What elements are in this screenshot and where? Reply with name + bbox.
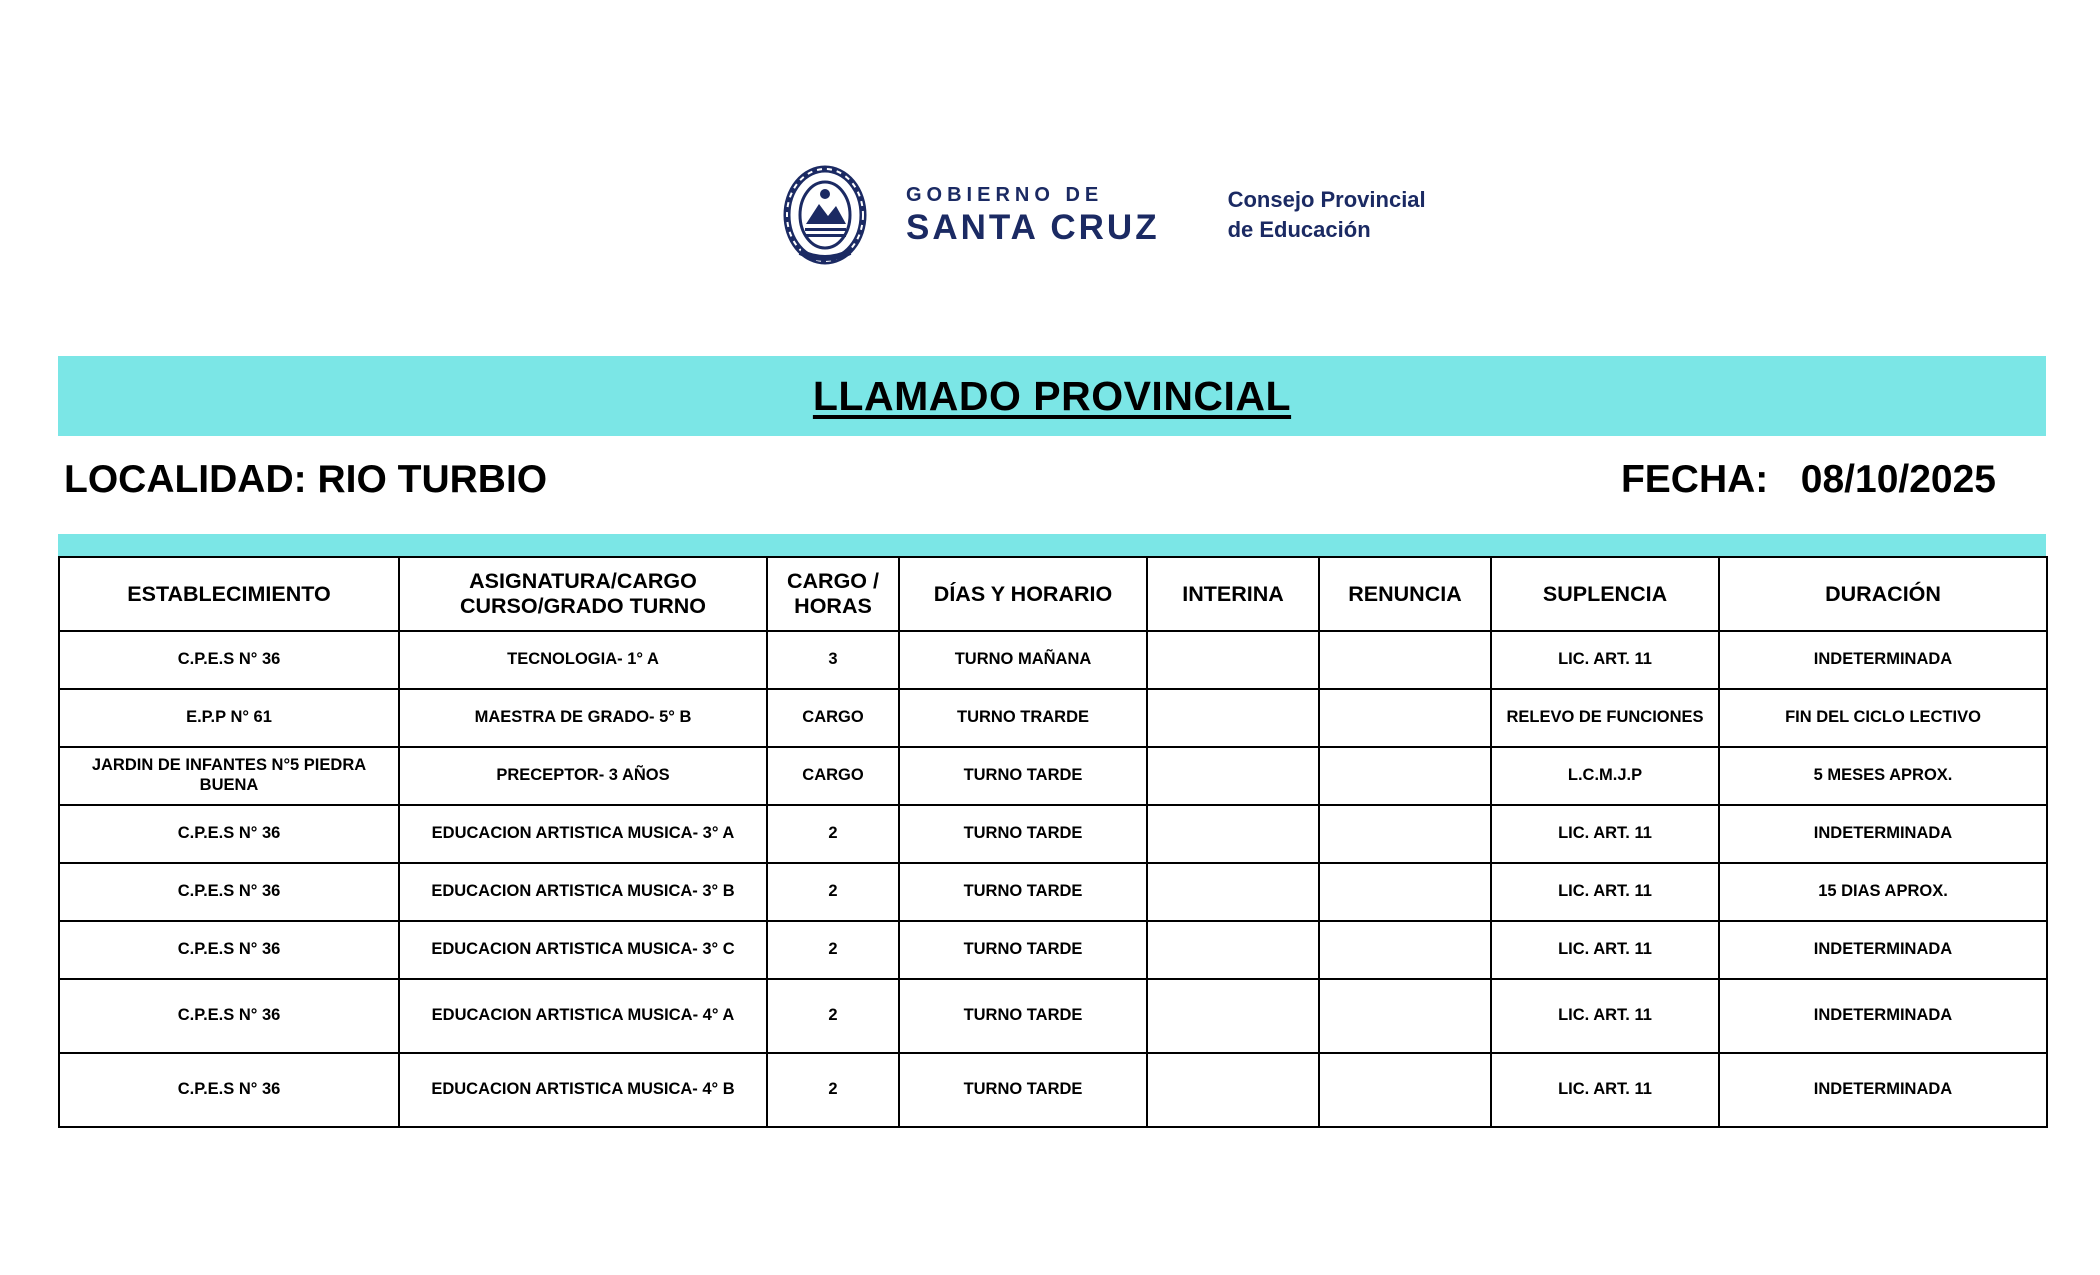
cell-asignatura: EDUCACION ARTISTICA MUSICA- 4° B [399,1053,767,1127]
cell-asignatura: TECNOLOGIA- 1° A [399,631,767,689]
cell-asignatura: EDUCACION ARTISTICA MUSICA- 3° C [399,921,767,979]
cell-interina [1147,631,1319,689]
header-logo-block [770,160,1426,270]
cell-establecimiento: JARDIN DE INFANTES N°5 PIEDRA BUENA [59,747,399,805]
cell-establecimiento: C.P.E.S N° 36 [59,1053,399,1127]
column-header-asignatura [399,557,767,631]
column-header-suplencia: SUPLENCIA [1491,557,1719,631]
cell-cargo-horas: 2 [767,1053,899,1127]
column-header-asignatura-line-1: ASIGNATURA/CARGO [469,569,697,594]
vacancy-table [58,556,2048,1128]
cell-suplencia: RELEVO DE FUNCIONES [1491,689,1719,747]
cell-cargo-horas: 2 [767,921,899,979]
cell-dias-horario: TURNO TARDE [899,747,1147,805]
cell-suplencia: LIC. ART. 11 [1491,1053,1719,1127]
council-line-1: Consejo Provincial [1227,187,1426,213]
cell-duracion: INDETERMINADA [1719,921,2047,979]
cell-duracion: INDETERMINADA [1719,1053,2047,1127]
government-line-1: GOBIERNO DE [906,184,1104,206]
council-line-2: de Educación [1227,217,1371,242]
cell-interina [1147,921,1319,979]
cell-establecimiento: C.P.E.S N° 36 [59,979,399,1053]
teal-separator-strip [58,534,2046,556]
column-header-cargo-horas [767,557,899,631]
table-row [59,689,2047,747]
date-label: FECHA: [1620,458,1769,501]
table-row [59,805,2047,863]
cell-duracion: 5 MESES APROX. [1719,747,2047,805]
cell-duracion: FIN DEL CICLO LECTIVO [1719,689,2047,747]
table-row [59,1053,2047,1127]
cell-cargo-horas: 2 [767,979,899,1053]
column-header-cargo-horas-line-2: HORAS [794,594,872,618]
column-header-interina: INTERINA [1147,557,1319,631]
cell-cargo-horas: CARGO [767,747,899,805]
cell-renuncia [1319,805,1491,863]
education-council-name [1228,185,1426,244]
column-header-cargo-horas-line-1: CARGO / [787,569,879,594]
cell-suplencia: LIC. ART. 11 [1491,863,1719,921]
column-header-duracion: DURACIÓN [1719,557,2047,631]
cell-duracion: INDETERMINADA [1719,631,2047,689]
table-row [59,631,2047,689]
cell-establecimiento: C.P.E.S N° 36 [59,863,399,921]
table-row [59,863,2047,921]
cell-dias-horario: TURNO TARDE [899,863,1147,921]
cell-dias-horario: TURNO TARDE [899,805,1147,863]
cell-interina [1147,863,1319,921]
date-value: 08/10/2025 [1800,458,1996,501]
cell-establecimiento: E.P.P N° 61 [59,689,399,747]
cell-renuncia [1319,631,1491,689]
cell-suplencia: L.C.M.J.P [1491,747,1719,805]
vacancy-table-wrapper [58,556,2046,1128]
cell-establecimiento: C.P.E.S N° 36 [59,921,399,979]
date-block [1556,414,1996,546]
government-line-2: SANTA CRUZ [906,208,1160,247]
cell-asignatura: PRECEPTOR- 3 AÑOS [399,747,767,805]
table-row [59,979,2047,1053]
cell-renuncia [1319,921,1491,979]
cell-interina [1147,805,1319,863]
cell-asignatura: EDUCACION ARTISTICA MUSICA- 3° A [399,805,767,863]
cell-establecimiento: C.P.E.S N° 36 [59,805,399,863]
page-title: LLAMADO PROVINCIAL [812,372,1292,419]
cell-renuncia [1319,689,1491,747]
table-row [59,747,2047,805]
column-header-renuncia: RENUNCIA [1319,557,1491,631]
column-header-establecimiento: ESTABLECIMIENTO [59,557,399,631]
meta-row [58,450,2046,510]
cell-interina [1147,689,1319,747]
cell-dias-horario: TURNO TARDE [899,921,1147,979]
column-header-asignatura-line-2: CURSO/GRADO TURNO [459,594,707,618]
locality-label: LOCALIDAD: RIO TURBIO [64,458,548,501]
cell-establecimiento: C.P.E.S N° 36 [59,631,399,689]
cell-suplencia: LIC. ART. 11 [1491,805,1719,863]
cell-duracion: 15 DIAS APROX. [1719,863,2047,921]
cell-suplencia: LIC. ART. 11 [1491,921,1719,979]
cell-dias-horario: TURNO TARDE [899,979,1147,1053]
table-row [59,921,2047,979]
cell-interina [1147,979,1319,1053]
cell-dias-horario: TURNO MAÑANA [899,631,1147,689]
cell-suplencia: LIC. ART. 11 [1491,631,1719,689]
cell-cargo-horas: 2 [767,863,899,921]
cell-cargo-horas: CARGO [767,689,899,747]
column-header-dias-horario: DÍAS Y HORARIO [899,557,1147,631]
cell-duracion: INDETERMINADA [1719,979,2047,1053]
cell-interina [1147,747,1319,805]
cell-renuncia [1319,1053,1491,1127]
cell-renuncia [1319,747,1491,805]
cell-suplencia: LIC. ART. 11 [1491,979,1719,1053]
cell-asignatura: MAESTRA DE GRADO- 5° B [399,689,767,747]
cell-renuncia [1319,979,1491,1053]
cell-dias-horario: TURNO TRARDE [899,689,1147,747]
cell-dias-horario: TURNO TARDE [899,1053,1147,1127]
table-header-row [59,557,2047,631]
cell-cargo-horas: 3 [767,631,899,689]
cell-renuncia [1319,863,1491,921]
cell-duracion: INDETERMINADA [1719,805,2047,863]
cell-interina [1147,1053,1319,1127]
santa-cruz-coat-of-arms-icon [770,160,880,270]
cell-cargo-horas: 2 [767,805,899,863]
cell-asignatura: EDUCACION ARTISTICA MUSICA- 3° B [399,863,767,921]
government-wordmark [906,185,1160,245]
cell-asignatura: EDUCACION ARTISTICA MUSICA- 4° A [399,979,767,1053]
